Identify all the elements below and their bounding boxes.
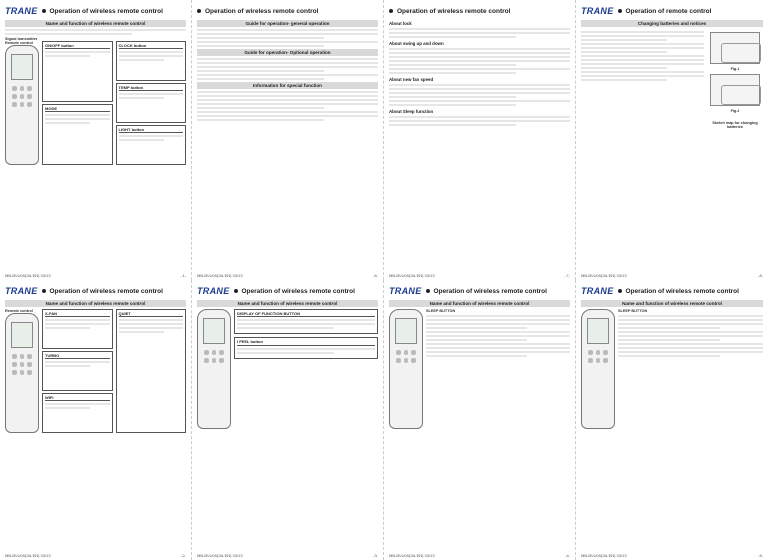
figure-2 xyxy=(710,74,760,106)
section-bar: Name and function of wireless remote control xyxy=(5,300,186,307)
page-7 xyxy=(384,280,576,560)
display-box: DISPLAY OF FUNCTION BUTTON xyxy=(234,309,378,334)
footer-code: MB-BVU09(3A-EN) 03/13 xyxy=(197,273,243,278)
page-title: Operation of remote control xyxy=(625,7,712,15)
brand-logo: TRANE xyxy=(5,286,38,296)
section-bar: Name and function of wireless remote control xyxy=(5,20,186,27)
light-box: LIGHT button xyxy=(116,125,187,165)
page-number: -4- xyxy=(565,553,570,558)
page-4 xyxy=(576,0,768,280)
sleep-label: SLEEP BUTTON xyxy=(426,309,456,313)
page-title: Operation of wireless remote control xyxy=(433,287,547,295)
section-bar: Name and function of wireless remote control xyxy=(389,300,570,307)
bullet-icon xyxy=(426,289,430,293)
quiet-box: QUIET xyxy=(116,309,187,433)
page-title: Operation of wireless remote control xyxy=(397,7,511,15)
sleep-label: SLEEP BUTTON xyxy=(618,309,648,313)
mode-box: MODE xyxy=(42,104,113,165)
lock-section: About lock xyxy=(389,21,412,26)
page-title: Operation of wireless remote control xyxy=(49,287,163,295)
figure-1-label: Fig.1 xyxy=(730,67,740,71)
brand-logo: TRANE xyxy=(581,6,614,16)
fan-section: About new fan speed xyxy=(389,77,434,82)
page-title: Operation of wireless remote control xyxy=(625,287,739,295)
figure-2-label: Fig.2 xyxy=(730,109,740,113)
remote-control-image xyxy=(5,313,39,433)
remote-label: Remote control xyxy=(5,41,33,45)
clock-box: CLOCK button xyxy=(116,41,187,81)
section-bar: Name and function of wireless remote control xyxy=(581,300,763,307)
page-1 xyxy=(0,0,192,280)
page-number: -2- xyxy=(181,553,186,558)
wifi-box: WIFI xyxy=(42,393,113,433)
signal-label: Signal transmitter xyxy=(5,37,38,41)
section-bar: Changing batteries and notices xyxy=(581,20,763,27)
brand-logo: TRANE xyxy=(5,6,38,16)
remote-label: Remote control xyxy=(5,309,33,313)
page-5 xyxy=(0,280,192,560)
special-bar: Information for special function xyxy=(197,82,378,89)
footer-code: MB-BVU09(3A-EN) 03/13 xyxy=(5,273,51,278)
page-number: -8- xyxy=(758,273,763,278)
brand-logo: TRANE xyxy=(581,286,614,296)
page-title: Operation of wireless remote control xyxy=(49,7,163,15)
footer-code: MB-BVU09(3A-EN) 03/13 xyxy=(197,553,243,558)
section-bar: Guide for operation- general operation xyxy=(197,20,378,27)
brand-logo: TRANE xyxy=(197,286,230,296)
page-3 xyxy=(384,0,576,280)
footer-code: MB-BVU09(3A-EN) 03/13 xyxy=(581,553,627,558)
remote-control-image xyxy=(197,309,231,429)
page-number: -6- xyxy=(373,273,378,278)
page-number: -7- xyxy=(565,273,570,278)
bullet-icon xyxy=(197,9,201,13)
remote-control-image xyxy=(5,45,39,165)
on-off-box: ON/OFF button xyxy=(42,41,113,102)
page-title: Operation of wireless remote control xyxy=(205,7,319,15)
bullet-icon xyxy=(618,289,622,293)
page-number: -5- xyxy=(758,553,763,558)
optional-bar: Guide for operation- Optional operation xyxy=(197,49,378,56)
page-number: -1- xyxy=(181,273,186,278)
temp-box: TEMP button xyxy=(116,83,187,123)
bullet-icon xyxy=(42,9,46,13)
footer-code: MB-BVU09(3A-EN) 03/13 xyxy=(581,273,627,278)
page-6 xyxy=(192,280,384,560)
remote-control-image xyxy=(581,309,615,429)
page-8 xyxy=(576,280,768,560)
bullet-icon xyxy=(618,9,622,13)
bullet-icon xyxy=(389,9,393,13)
page-title: Operation of wireless remote control xyxy=(241,287,355,295)
page-number: -3- xyxy=(373,553,378,558)
bullet-icon xyxy=(42,289,46,293)
remote-control-image xyxy=(389,309,423,429)
swing-section: About swing up and down xyxy=(389,41,444,46)
brand-logo: TRANE xyxy=(389,286,422,296)
footer-code: MB-BVU09(3A-EN) 03/13 xyxy=(389,553,435,558)
ifeel-box: I FEEL button xyxy=(234,337,378,358)
footer-code: MB-BVU09(3A-EN) 03/13 xyxy=(389,273,435,278)
figure-1 xyxy=(710,32,760,64)
turbo-box: TURBO xyxy=(42,351,113,391)
xfan-box: X-FAN xyxy=(42,309,113,349)
sketch-label: Sketch map for changing batteries xyxy=(712,121,758,129)
bullet-icon xyxy=(234,289,238,293)
sleep-section: About Sleep function xyxy=(389,109,434,114)
section-bar: Name and function of wireless remote control xyxy=(197,300,378,307)
page-2 xyxy=(192,0,384,280)
footer-code: MB-BVU09(3A-EN) 03/13 xyxy=(5,553,51,558)
